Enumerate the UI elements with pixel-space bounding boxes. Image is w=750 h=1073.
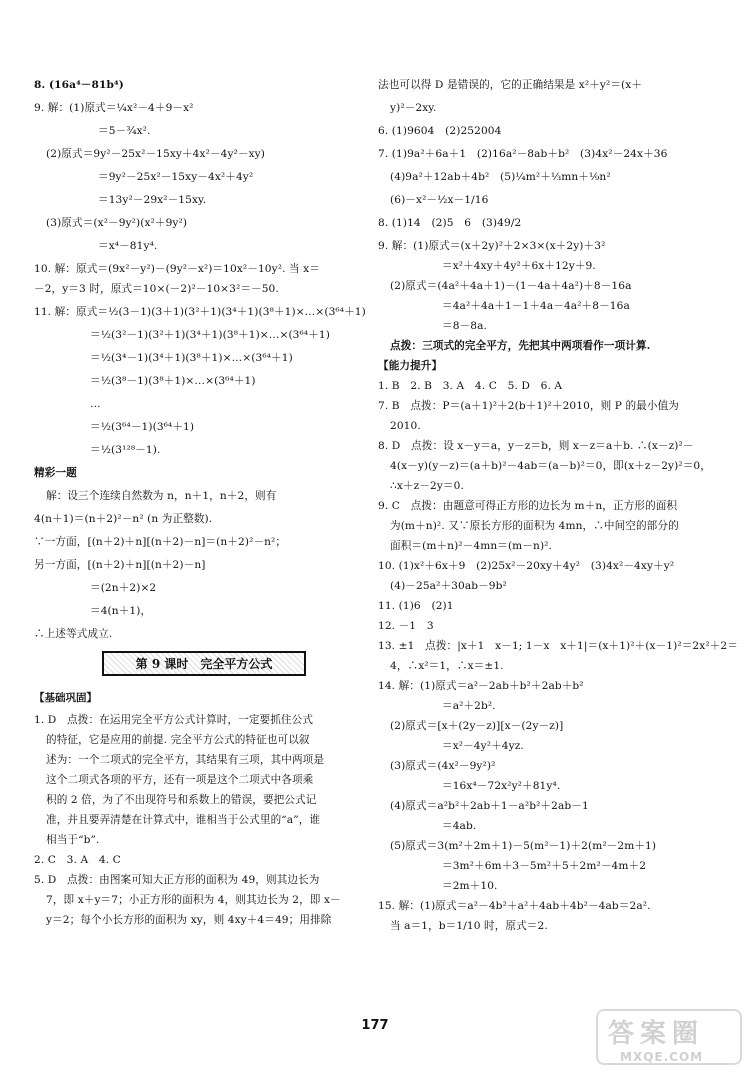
answer-line: ∴上述等式成立. <box>34 628 113 640</box>
answer-line: 9. C 点拨：由题意可得正方形的边长为 m＋n，正方形的面积 <box>378 500 678 512</box>
answer-line: 9. 解：(1)原式＝¼x²－4＋9－x² <box>34 102 194 114</box>
answer-line: 面积＝(m＋n)²－4mn＝(m－n)². <box>390 540 552 552</box>
answer-line: … <box>90 398 101 410</box>
answer-line: 9. 解：(1)原式＝(x＋2y)²＋2×3×(x＋2y)＋3² <box>378 240 606 252</box>
section-heading: 【基础巩固】 <box>34 692 97 704</box>
answer-line: 这个二项式各项的平方，还有一项是这个二项式中各项乘 <box>46 774 314 786</box>
answer-line: 1. D 点拨：在运用完全平方公式计算时，一定要抓住公式 <box>34 714 314 726</box>
answer-line: 11. (1)6 (2)1 <box>378 600 454 612</box>
answer-line: 7，即 x＋y＝7；小正方形的面积为 4，则其边长为 2，即 x－ <box>46 894 341 906</box>
answer-line: ＝4ab. <box>442 820 477 832</box>
answer-line: ＝½(3⁸－1)(3⁸＋1)×…×(3⁶⁴＋1) <box>90 375 256 387</box>
answer-line: y＝2；每个小长方形的面积为 xy，则 4xy＋4＝49；用排除 <box>46 914 332 926</box>
answer-line: ∴x＋z－2y＝0. <box>390 480 464 492</box>
answer-line: 当 a＝1，b＝1/10 时，原式＝2. <box>390 920 548 932</box>
answer-line: 7. (1)9a²＋6a＋1 (2)16a²－8ab＋b² (3)4x²－24x＋36 <box>378 148 668 160</box>
watermark-text-bottom: MXQE.COM <box>620 1050 704 1064</box>
answer-line: 相当于“b”. <box>46 834 100 846</box>
answer-line: ＝½(3⁶⁴－1)(3⁶⁴＋1) <box>90 421 195 433</box>
answer-line: (4)－25a²＋30ab－9b² <box>390 580 507 592</box>
answer-line: ＝4a²＋4a＋1－1＋4a－4a²＋8－16a <box>442 300 630 312</box>
answer-line: 4(x－y)(y－z)＝(a＋b)²－4ab＝(a－b)²＝0，即(x＋z－2y)²＝0， <box>390 460 711 472</box>
answer-line: ＝x²－4y²＋4yz. <box>442 740 524 752</box>
answer-line: (2)原式＝[x＋(2y－z)][x－(2y－z)] <box>390 720 564 732</box>
answer-line: ＝3m²＋6m＋3－5m²＋5＋2m²－4m＋2 <box>442 860 647 872</box>
answer-line: 为(m＋n)². 又∵原长方形的面积为 4mn，∴中间空的部分的 <box>390 520 679 532</box>
answer-line: 12. －1 3 <box>378 620 434 632</box>
answer-line: 15. 解：(1)原式＝a²－4b²＋a²＋4ab＋4b²－4ab＝2a². <box>378 900 651 912</box>
answer-line: 8. (16a⁴－81b⁴) <box>34 79 124 91</box>
answer-line: (2)原式＝9y²－25x²－15xy＋4x²－4y²－xy) <box>46 148 265 160</box>
answer-line: 7. B 点拨：P＝(a＋1)²＋2(b＋1)²＋2010，则 P 的最小值为 <box>378 400 679 412</box>
answer-line: (5)原式＝3(m²＋2m＋1)－5(m²－1)＋2(m²－2m＋1) <box>390 840 657 852</box>
answer-line: (3)原式＝(x²－9y²)(x²＋9y²) <box>46 217 188 229</box>
answer-line: 5. D 点拨：由图案可知大正方形的面积为 49，则其边长为 <box>34 874 320 886</box>
site-watermark-logo <box>596 1009 742 1065</box>
page-number: 177 <box>361 1018 389 1033</box>
answer-line: (4)原式＝a²b²＋2ab＋1－a²b²＋2ab－1 <box>390 800 589 812</box>
answer-line: ∵一方面，[(n＋2)＋n][(n＋2)－n]＝(n＋2)²－n²； <box>34 536 287 548</box>
answer-line: 解：设三个连续自然数为 n，n＋1，n＋2，则有 <box>46 490 277 502</box>
section-heading: 精彩一题 <box>34 467 77 479</box>
answer-line: (2)原式＝(4a²＋4a＋1)－(1－4a＋4a²)＋8－16a <box>390 280 632 292</box>
answer-line: ＝x²＋4xy＋4y²＋6x＋12y＋9. <box>442 260 596 272</box>
answer-line: 另一方面，[(n＋2)＋n][(n＋2)－n] <box>34 559 206 571</box>
answer-line: ＝5－¾x². <box>98 125 151 137</box>
answer-line: ＝2m＋10. <box>442 880 498 892</box>
answer-line: －2，y＝3 时，原式＝10×(－2)²－10×3²＝－50. <box>34 283 279 295</box>
answer-line: ＝a²＋2b². <box>442 700 496 712</box>
lesson-title: 第 9 课时 完全平方公式 <box>102 651 306 676</box>
answer-line: ＝½(3⁴－1)(3⁴＋1)(3⁸＋1)×…×(3⁶⁴＋1) <box>90 352 293 364</box>
answer-line: (6)－x²－½x－1/16 <box>390 194 489 206</box>
answer-line: y)²－2xy. <box>390 102 437 114</box>
answer-line: 10. (1)x²＋6x＋9 (2)25x²－20xy＋4y² (3)4x²－4xy＋y² <box>378 560 675 572</box>
answer-line: 8. (1)14 (2)5 6 (3)49/2 <box>378 217 522 229</box>
right-column <box>378 78 738 939</box>
left-column <box>34 78 374 933</box>
answer-line: 2010. <box>390 420 421 432</box>
answer-line: ＝9y²－25x²－15xy－4x²＋4y² <box>98 171 254 183</box>
answer-line: 的特征，它是应用的前提. 完全平方公式的特征也可以叙 <box>46 734 310 746</box>
answer-line: 8. D 点拨：设 x－y＝a，y－z＝b，则 x－z＝a＋b. ∴(x－z)²－ <box>378 440 694 452</box>
section-heading: 【能力提升】 <box>378 360 443 372</box>
answer-line: ＝4(n＋1)， <box>90 605 152 617</box>
answer-line: 6. (1)9604 (2)252004 <box>378 125 502 137</box>
answer-line: 14. 解：(1)原式＝a²－2ab＋b²＋2ab＋b² <box>378 680 584 692</box>
answer-line: ＝13y²－29x²－15xy. <box>98 194 207 206</box>
watermark-text-top: 答案圈 <box>608 1019 705 1049</box>
answer-line: 2. C 3. A 4. C <box>34 854 121 866</box>
answer-line: 1. B 2. B 3. A 4. C 5. D 6. A <box>378 380 563 392</box>
answer-line: ＝8－8a. <box>442 320 487 332</box>
answer-line: 积的 2 倍，为了不出现符号和系数上的错误，要把公式记 <box>46 794 317 806</box>
answer-line: 4(n＋1)＝(n＋2)²－n² (n 为正整数). <box>34 513 213 525</box>
answer-line: 法也可以得 D 是错误的，它的正确结果是 x²＋y²＝(x＋ <box>378 79 643 91</box>
answer-line: ＝½(3²－1)(3²＋1)(3⁴＋1)(3⁸＋1)×…×(3⁶⁴＋1) <box>90 329 330 341</box>
answer-line: 10. 解：原式＝(9x²－y²)－(9y²－x²)＝10x²－10y². 当 x＝ <box>34 263 320 275</box>
answer-line: 述为：一个二项式的完全平方，其结果有三项，其中两项是 <box>46 754 325 766</box>
answer-line: ＝(2n＋2)×2 <box>90 582 157 594</box>
answer-line: ＝16x⁴－72x²y²＋81y⁴. <box>442 780 561 792</box>
answer-line: 4，∴x²＝1，∴x＝±1. <box>390 660 504 672</box>
hint-line: 点拨：三项式的完全平方，先把其中两项看作一项计算. <box>390 340 651 352</box>
answer-line: ＝½(3¹²⁸－1). <box>90 444 161 456</box>
answer-line: (3)原式＝(4x²－9y²)² <box>390 760 496 772</box>
answer-line: 13. ±1 点拨：|x＋1 x－1; 1－x x＋1|＝(x＋1)²＋(x－1)²＝2x²＋2＝ <box>378 640 738 652</box>
answer-line: (4)9a²＋12ab＋4b² (5)¼m²＋⅓mn＋⅑n² <box>390 171 611 183</box>
answer-line: 准，并且要弄清楚在计算式中，谁相当于公式里的“a”，谁 <box>46 814 321 826</box>
answer-line: ＝x⁴－81y⁴. <box>98 240 158 252</box>
answer-line: 11. 解：原式＝½(3－1)(3＋1)(3²＋1)(3⁴＋1)(3⁸＋1)×…×(3⁶⁴＋1) <box>34 306 366 318</box>
